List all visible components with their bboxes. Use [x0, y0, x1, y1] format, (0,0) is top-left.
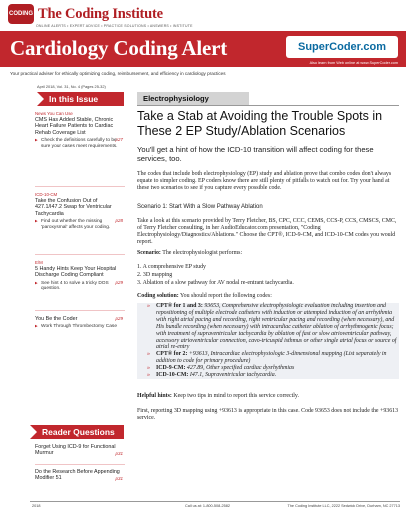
toc-category: News You Can Use — [35, 111, 73, 116]
coding-badge-icon: CODING — [8, 4, 34, 24]
toc-title: Take the Confusion Out of 427.1/I47.2 Swap for Ventricular Tachycardia — [35, 198, 112, 217]
code-list — [137, 303, 399, 379]
issue-meta: April 2018, Vol. 31, No. 4 (Pages 25-32) — [37, 84, 106, 89]
code-description: 427.89, Other specified cardiac dysrhythmias — [185, 365, 295, 372]
scenario-heading: Scenario 1: Start With a Slow Pathway Ablation — [137, 204, 263, 210]
toc-item-cardiac-rehab[interactable] — [35, 111, 125, 149]
toc-category: ICD-10-CM — [35, 192, 58, 197]
closing-paragraph: First, reporting 3D mapping using +93613 is appropriate in this case. Code 93653 does not include the +93613 service. — [137, 408, 399, 422]
heading-arrow-icon — [30, 425, 37, 439]
footer-publisher: The Coding Institute LLC, 2222 Sedwick Drive, Durham, NC 27713 — [287, 504, 400, 508]
scenario-step: 3. Ablation of a slow pathway for AV nodal re-entrant tachycardia. — [137, 280, 294, 286]
toc-item-hospital-discharge[interactable] — [35, 260, 125, 292]
question-page: p31 — [115, 476, 123, 481]
scenario-step: 2. 3D mapping — [137, 272, 173, 278]
sidebar — [0, 82, 126, 502]
institute-name: The Coding Institute — [38, 5, 163, 22]
toc-item-ventricular-tachycardia[interactable] — [35, 192, 125, 230]
heading-arrow-icon — [37, 92, 44, 106]
toc-subpoint: ▶ Check the definitions carefully to be sure your cases meet requirements. — [35, 138, 125, 149]
footer-phone: Call us at: 1-800-508-2582 — [185, 504, 230, 508]
toc-divider — [35, 254, 125, 255]
toc-page: p27 — [115, 137, 123, 142]
toc-divider — [35, 310, 125, 311]
code-bullet — [137, 351, 399, 365]
solution-text: You should report the following codes: — [178, 293, 272, 299]
helpful-text: Keep two tips in mind to report this service correctly. — [171, 393, 299, 399]
in-this-issue-heading: In this Issue — [37, 92, 124, 106]
scenario-step: 1. A comprehensive EP study — [137, 264, 206, 270]
code-label: CPT® for 2: — [156, 351, 188, 358]
code-bullet — [137, 303, 399, 351]
toc-subpoint: ▶ Find out whether the missing 'paroxysmal' affects your coding. — [35, 219, 125, 230]
question-item-functional-murmur[interactable] — [35, 444, 125, 457]
toc-page: p28 — [115, 218, 123, 223]
code-label: ICD-9-CM: — [156, 365, 186, 372]
scenario-paragraph: Take a look at this scenario provided by Terry Fletcher, BS, CPC, CCC, CEMS, CCS-P, CCS, CMSCS, CMC, of Terry Fletcher consulting, in her AudioEducator.com presentation, "Coding Electrophysiology/Diagnostics/Ablations." Choose the CPT®, ICD-9-CM, and ICD-10-CM codes you would report. — [137, 218, 397, 246]
scenario-text: The electrophysiologist performs: — [160, 250, 243, 256]
toc-subpoint: ▶ Work Through Thrombectomy Case — [35, 324, 125, 330]
supercoder-logo[interactable] — [286, 36, 398, 58]
question-page: p31 — [115, 451, 123, 456]
toc-divider — [35, 186, 125, 187]
solution-line — [137, 293, 399, 300]
code-label: ICD-10-CM: — [156, 372, 189, 379]
scenario-line — [137, 250, 399, 257]
question-title: Forget Using ICD-9 for Functional Murmur — [35, 444, 116, 457]
question-item-modifier-51[interactable] — [35, 469, 125, 482]
toc-title: 5 Handy Hints Keep Your Hospital Discharge Coding Compliant — [35, 266, 117, 279]
article-category-tab: Electrophysiology — [137, 92, 249, 105]
article-title: Take a Stab at Avoiding the Trouble Spots in These 2 EP Study/Ablation Scenarios — [137, 109, 383, 138]
code-description: 93653, Comprehensive electrophysiologic evaluation including insertion and repositioning of multiple electrode catheters with induction or attempted induction of an arrhythmia with right atrial pacing and recording, right ventricular pacing and recording (when necessary), and His bundle recording (when necessary) with intracardiac catheter ablation of arrhythmogenic focus; with treatment of supraventricular tachycardia by ablation of fast or slow atrioventricular pathway, accessory atrioventricular connection, cavo-tricuspid isthmus or other single atrial focus or source of atrial re-entry — [156, 303, 397, 351]
toc-title: You Be the Coder — [35, 316, 78, 322]
helpful-hints-line — [137, 393, 399, 400]
code-bullet — [137, 365, 399, 372]
article-deck: You'll get a hint of how the ICD-10 transition will affect coding for these services, too. — [137, 145, 374, 163]
helpful-label: Helpful hints: — [137, 393, 172, 399]
footer-rule — [30, 501, 400, 502]
toc-title: CMS Has Added Stable, Chronic Heart Failure Patients to Cardiac Rehab Coverage List — [35, 117, 114, 136]
toc-item-you-be-the-coder[interactable] — [35, 316, 125, 330]
solution-label: Coding solution: — [137, 293, 179, 299]
toc-page: p29 — [115, 316, 123, 321]
coding-institute-logo[interactable] — [8, 3, 163, 25]
category-rule — [137, 105, 399, 106]
code-description: +93613, Intracardiac electrophysiologic 3-dimensional mapping (List separately in addition to code for primary procedure) — [156, 351, 387, 365]
code-bullet — [137, 372, 399, 379]
reader-questions-heading: Reader Questions — [30, 425, 124, 439]
question-title: Do the Research Before Appending Modifier 51 — [35, 469, 120, 482]
toc-page: p29 — [115, 280, 123, 285]
toc-category: E/M — [35, 260, 43, 265]
footer-year: 2018 — [32, 504, 41, 508]
code-description: I47.1, Supraventricular tachycardia. — [188, 372, 277, 379]
publication-tagline: Your practical adviser for ethically optimizing coding, reimbursement, and efficiency in cardiology practices — [10, 71, 226, 76]
institute-subtitle: ONLINE ALERTS • EXPERT ADVICE • PRACTICE SOLUTIONS • ANSWERS • INSTITUTE — [36, 24, 193, 28]
toc-divider — [35, 464, 125, 465]
masthead — [0, 0, 406, 84]
code-label: CPT® for 1 and 3: — [156, 303, 203, 309]
toc-subpoint: ▶ See hint 4 to solve a tricky DOS question. — [35, 281, 125, 292]
supercoder-tagline: Also learn from Web online at www.SuperCoder.com — [309, 61, 398, 65]
article-intro: The codes that include both electrophysiology (EP) study and ablation prove that combo codes don't always equate to simpler coding. EP coders know there are still plenty of pitfalls to watch out for. Try your hand at these two scenarios to see if you capture every possible code. — [137, 171, 392, 192]
scenario-label: Scenario: — [137, 250, 161, 256]
supercoder-logo-text: SuperCoder.com — [297, 41, 387, 53]
publication-title: Cardiology Coding Alert — [10, 36, 228, 60]
